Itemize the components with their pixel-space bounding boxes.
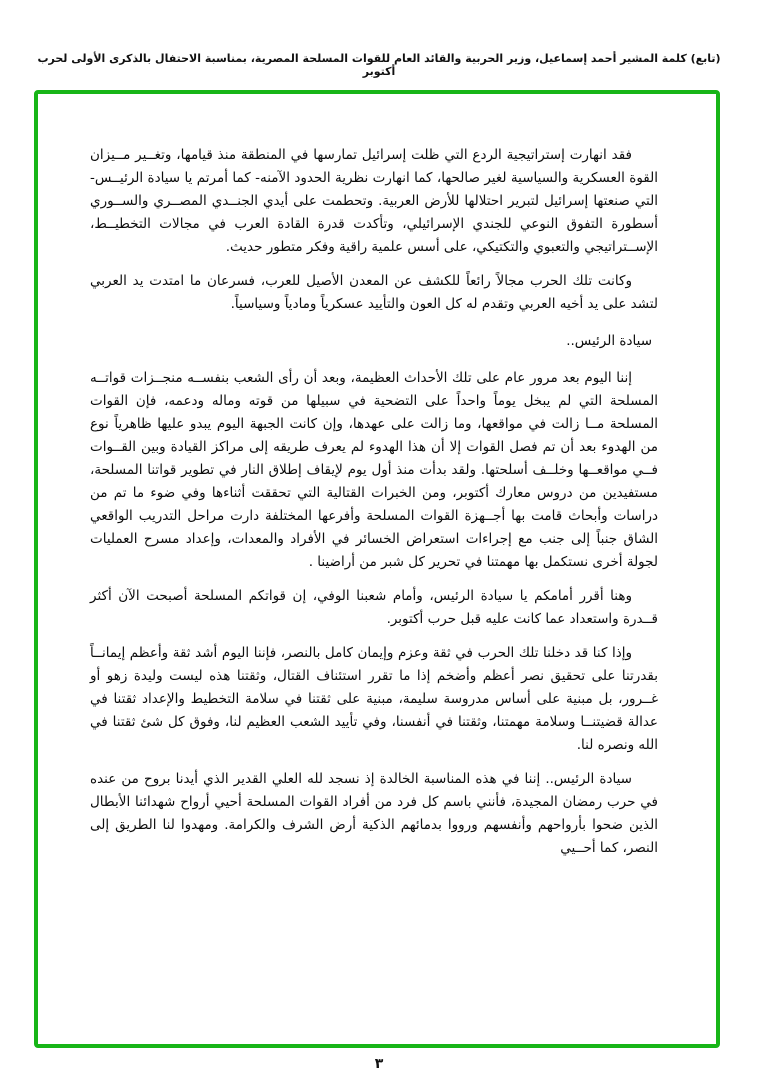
paragraph-6: سيادة الرئيس.. إننا في هذه المناسبة الخالدة إذ نسجد لله العلي القدير الذي أيدنا بروح من عنده في حرب رمضان المجيدة، فأنني باسم كل فرد من أفراد القوات المسلحة أحيي أرواح شهدائنا الأبطال الذين ضحوا بأرواحهم وأنفسهم ورووا بدمائهم الذكية أرض الشرف والكرامة. ومهدوا لنا الطريق إلى النصر، كما أحــيي [90,771,658,856]
document-header-title: (تابع) كلمة المشير أحمد إسماعيل، وزير الحربية والقائد العام للقوات المسلحة المصرية، بمناسبة الاحتفال بالذكرى الأولى لحرب أكتوبر [37,52,721,78]
paragraph-5: وإذا كنا قد دخلنا تلك الحرب في ثقة وعزم وإيمان كامل بالنصر، فإننا اليوم أشد ثقة وأعظم إيمانــاً بقدرتنا على تحقيق نصر أعظم وأضخم إذا ما تقرر استئناف القتال، وثقتنا هذه ليست وليدة زهو أو غــرور، بل مبنية على أساس مدروسة سليمة، مبنية على ثقتنا في سلامة التخطيط والإعداد ثقتنا في عدالة قضيتنــا وسلامة مهمتنا، وثقتنا في أنفسنا، وفي تأييد الشعب العظيم لنا، وفوق كل شئ ثقتنا في الله ونصره لنا. [90,645,658,753]
paragraph-2: وكانت تلك الحرب مجالاً رائعاً للكشف عن المعدن الأصيل للعرب، فسرعان ما امتدت يد العربي لتشد على يد أخيه العربي وتقدم له كل العون والتأييد عسكرياً ومادياً وسياسياً. [90,273,658,312]
green-border-frame [34,90,720,1048]
paragraph-1: فقد انهارت إستراتيجية الردع التي ظلت إسرائيل تمارسها في المنطقة منذ قيامها، وتغــير مــيزان القوة العسكرية والسياسية لغير صالحها، كما انهارت نظرية الحدود الآمنه- كما أمرتم يا سيادة الرئيــس- التي صنعتها إسرائيل لتبرير احتلالها للأرض العربية. وتحطمت على أيدي الجنــدي المصــري والســوري أسطورة التفوق النوعي للجندي الإسرائيلي، وتأكدت قدرة القادة العرب في مجالات التخطيــط، الإســتراتيجي والتعبوي والتكتيكي، على أسس علمية راقية وفكر متطور حديث. [90,147,658,255]
section-heading: سيادة الرئيس.. [566,333,652,349]
body-text [90,144,658,871]
paragraph-3: إننا اليوم بعد مرور عام على تلك الأحداث العظيمة، وبعد أن رأى الشعب بنفســه منجــزات قواتــه المسلحة التي لم يبخل يوماً واحداً على التضحية في سبيلها من قوته وماله ودعمه، فإن القوات المسلحة مــا زالت في مواقعها، وما زالت على عهدها، وإن كانت الجبهة اليوم يبدو عليها ظاهرياً نوع من الهدوء بعد أن تم فصل القوات إلا أن هذا الهدوء لم يعرف طريقه إلى مراكز القيادة وبين القــوات فــي مواقعــها وخلــف أسلحتها. ولقد بدأت منذ أول يوم لإيقاف إطلاق النار في تطوير قواتنا المسلحة، مستفيدين من دروس معارك أكتوبر، ومن الخبرات القتالية التي تحققت أثناءها وفي ضوء ما تم من دراسات وأبحاث قامت بها أجــهزة القوات المسلحة وأفرعها المختلفة دارت مراحل التدريب الواقعي الشاق جنباً إلى جنب مع إجراءات استعراض الخسائر في الأفراد والمعدات، وإعداد مسرح العمليات لجولة أخرى نستكمل بها مهمتنا في تحرير كل شبر من أراضينا . [90,370,658,570]
page-number: ٣ [374,1056,384,1072]
paragraph-4: وهنا أقرر أمامكم يا سيادة الرئيس، وأمام شعبنا الوفي، إن قواتكم المسلحة أصبحت الآن أكثر قــدرة واستعداد عما كانت عليه قبل حرب أكتوبر. [90,588,658,627]
